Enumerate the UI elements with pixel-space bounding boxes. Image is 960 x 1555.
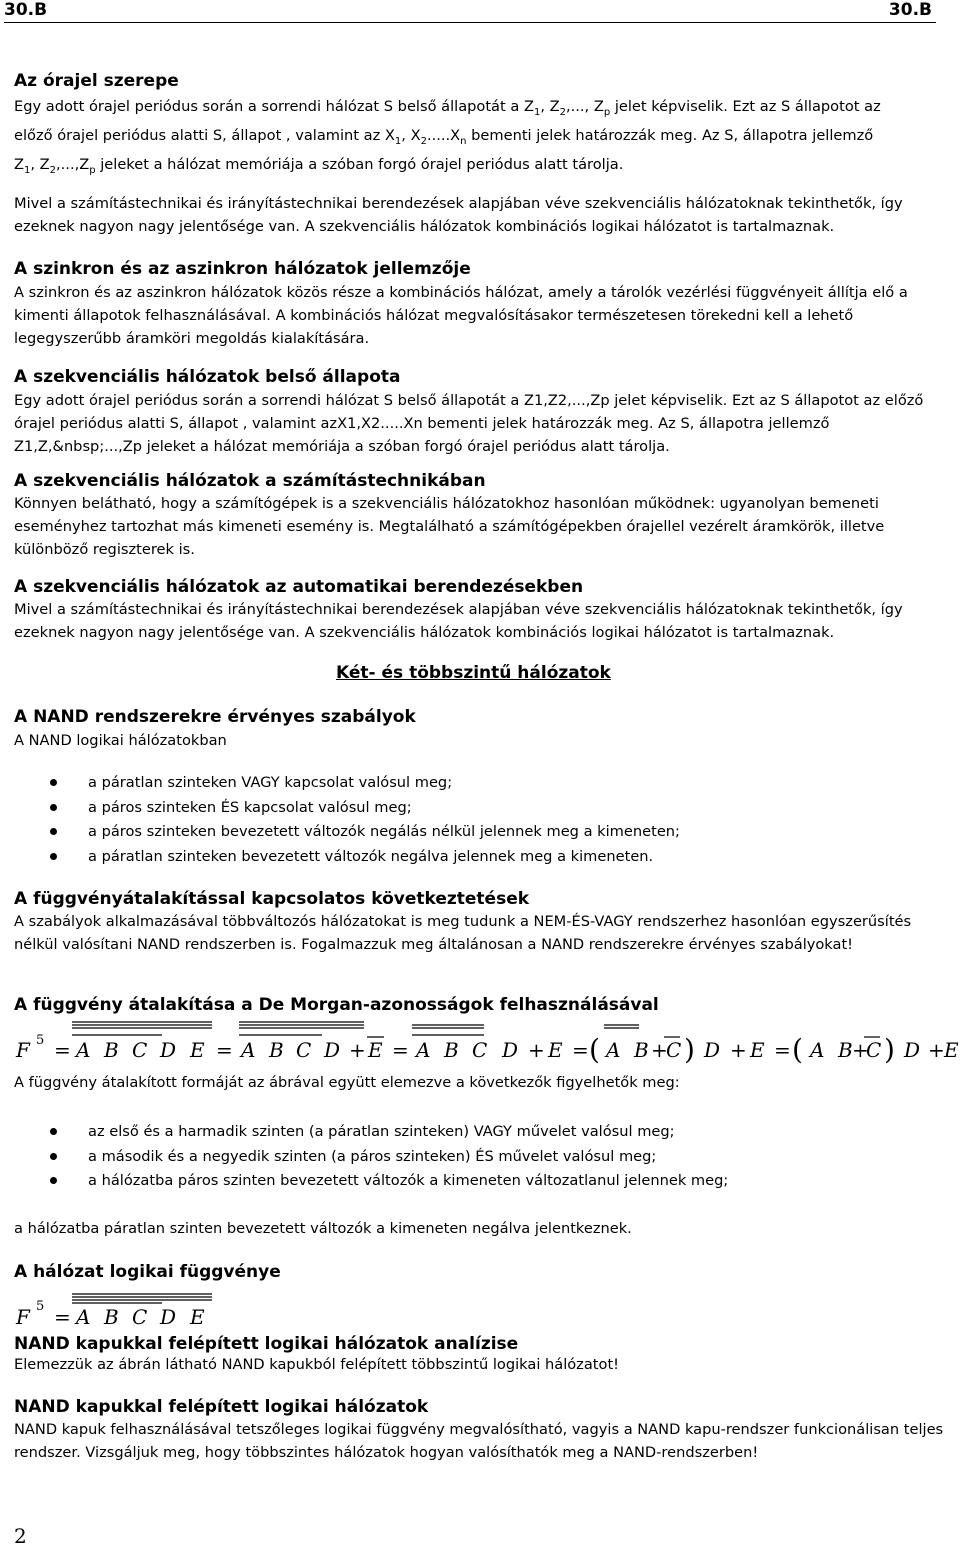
svg-text:C: C [472,1038,488,1062]
svg-text:C: C [296,1038,312,1062]
svg-text:D: D [502,1038,519,1062]
logikai-formula [14,1288,274,1328]
svg-text:E: E [368,1038,383,1062]
svg-text:A: A [416,1038,431,1062]
svg-text:(: ( [589,1033,600,1066]
svg-text:+: + [349,1038,366,1062]
svg-text:+: + [852,1038,869,1062]
svg-text:D: D [904,1038,921,1062]
svg-text:E: E [944,1038,959,1062]
paragraph-nand-szabalyok: A NAND logikai hálózatokban [14,732,227,749]
page-header [0,0,960,22]
svg-text:B: B [269,1038,284,1062]
paragraph-orajel-1: Egy adott órajel periódus során a sorrendi hálózat S belső állapotát a $Z_1$, $Z_2$,..., $Z_p$ jelet képviselik. Ezt az S állapotot az előző órajel periódus alatti S, állapot , valamint az $X_1$, $X_2.....X_n$ bementi jelek határozzák meg. Az S, állapotra jellemző $Z_1$, $Z_2,...,Z_p$ jeleket a hálózat memóriája a szóban forgó órajel periódus alatt tárolja. [14,98,881,176]
heading-szamitastechnika: A szekvenciális hálózatok a számítástechnikában [14,471,486,491]
list-nand-szabalyok [14,771,944,869]
svg-text:C: C [866,1038,882,1062]
paragraph-automatikai: Mivel a számítástechnikai és irányítástechnikai berendezések alapjában véve szekvenciális hálózatoknak tekinthetők, így ezeknek nagyon nagy jelentősége van. A szekvenciális hálózatok kombinációs logikai hálózatot is tartalmaznak. [14,601,903,641]
formula-eq: = [54,1038,71,1062]
header-right: 30.B [888,0,932,20]
svg-text:+: + [651,1038,668,1062]
svg-text:E: E [190,1038,205,1062]
paragraph-szinkron: A szinkron és az aszinkron hálózatok közös része a kombinációs hálózat, amely a tárolók vezérlési függvényeit állítja elő a kimenti állapotok felhasználásával. A kombinációs hálózat megvalósításakor természetesen törekedni kell a lehető legegyszerűbb áramköri megoldás kialakítására. [14,284,908,347]
paragraph-belso-allapot: Egy adott órajel periódus során a sorrendi hálózat S belső állapotát a Z1,Z2,...,Zp jelet képviselik. Ezt az S állapotot az előző órajel periódus alatti S, állapot , valamint azX1,X2.....Xn bementi jelek határozzák meg. Az S, állapotra jellemző Z1,Z,&nbsp;...,Zp jeleket a hálózat memóriája a szóban forgó órajel periódus alatt tárolja. [14,392,924,455]
svg-text:A: A [76,1038,91,1062]
svg-text:B: B [838,1038,853,1062]
bullet-icon [50,853,57,860]
list-item: az első és a harmadik szinten (a páratlan szinteken) VAGY művelet valósul meg; [14,1120,944,1145]
svg-text:D: D [324,1038,341,1062]
svg-text:F: F [16,1305,30,1328]
svg-text:D: D [160,1038,177,1062]
bullet-icon [50,1153,57,1160]
paragraph-szamitastechnika: Könnyen belátható, hogy a számítógépek is a szekvenciális hálózatokhoz hasonlóan működnek: ugyanolyan bemeneti eseményhez tartozhat más kimeneti esemény is. Megtalálható a számítógépekben órajellel vezérelt áramkörök, illetve különböző regiszterek is. [14,495,885,558]
svg-text:A: A [810,1038,825,1062]
formula-exp: 5 [36,1033,45,1048]
svg-text:(: ( [792,1033,803,1066]
heading-orajel: Az órajel szerepe [14,71,179,91]
svg-text:B: B [104,1038,119,1062]
heading-felepitett: NAND kapukkal felépített logikai hálózatok [14,1397,429,1417]
paragraph-demorgan-2: a hálózatba páratlan szinten bevezetett változók a kimeneten negálva jelentkeznek. [14,1220,632,1237]
paragraph-demorgan: A függvény átalakított formáját az ábrával együtt elemezve a következők figyelhetők meg: [14,1074,680,1091]
bullet-icon [50,1128,57,1135]
svg-text:D: D [704,1038,721,1062]
svg-text:E: E [548,1038,563,1062]
svg-text:+: + [730,1038,747,1062]
svg-text:A: A [606,1038,621,1062]
page-number: 2 [14,1524,27,1548]
paragraph-fuggvenyatalakitas: A szabályok alkalmazásával többváltozós hálózatokat is meg tudunk a NEM-ÉS-VAGY rendszerhez hasonlóan egyszerűsítés nélkül valósítani NAND rendszerben is. Fogalmazzuk meg általánosan a NAND rendszerekre érvényes szabályokat! [14,913,912,953]
svg-text:A: A [241,1038,256,1062]
svg-text:B: B [104,1305,119,1328]
bullet-icon [50,828,57,835]
formula-f: F [16,1038,30,1062]
list-item: a páros szinteken ÉS kapcsolat valósul meg; [14,796,944,821]
paragraph-orajel-2: Mivel a számítástechnikai és irányítástechnikai berendezések alapjában véve szekvenciális hálózatoknak tekinthetők, így ezeknek nagyon nagy jelentősége van. A szekvenciális hálózatok kombinációs logikai hálózatot is tartalmaznak. [14,195,903,235]
heading-belso-allapot: A szekvenciális hálózatok belső állapota [14,367,401,387]
svg-text:C: C [132,1038,148,1062]
bullet-icon [50,1177,57,1184]
heading-fuggvenyatalakitas: A függvényátalakítással kapcsolatos következtetések [14,889,530,909]
heading-logikai-fuggveny: A hálózat logikai függvénye [14,1262,281,1282]
paragraph-felepitett: NAND kapuk felhasználásával tetszőleges logikai függvény megvalósítható, vagyis a NAND kapu-rendszer funkcionálisan teljes rendszer. Vizsgáljuk meg, hogy többszintes hálózatok hogyan valósíthatók meg a NAND-rendszerben! [14,1421,944,1461]
svg-text:=: = [572,1038,589,1062]
header-left: 30.B [4,0,48,20]
svg-text:C: C [666,1038,682,1062]
svg-text:=: = [392,1038,409,1062]
heading-nand-szabalyok: A NAND rendszerekre érvényes szabályok [14,707,416,727]
svg-text:=: = [54,1305,71,1328]
list-item: a páratlan szinteken VAGY kapcsolat valósul meg; [14,771,944,796]
svg-text:B: B [444,1038,459,1062]
list-item: a második és a negyedik szinten (a páros szinteken) ÉS művelet valósul meg; [14,1145,944,1170]
bullet-icon [50,779,57,786]
svg-text:=: = [216,1038,233,1062]
svg-text:C: C [132,1305,148,1328]
heading-demorgan: A függvény átalakítása a De Morgan-azonosságok felhasználásával [14,995,659,1015]
svg-text:E: E [190,1305,205,1328]
header-rule [4,22,936,23]
list-demorgan [14,1120,944,1194]
svg-text:+: + [528,1038,545,1062]
svg-text:): ) [884,1033,895,1066]
svg-text:B: B [634,1038,649,1062]
svg-text:): ) [684,1033,695,1066]
bullet-icon [50,804,57,811]
heading-ketszintu: Két- és többszintű hálózatok [336,663,611,683]
svg-text:E: E [750,1038,765,1062]
svg-text:=: = [774,1038,791,1062]
svg-text:5: 5 [36,1299,45,1314]
heading-automatikai: A szekvenciális hálózatok az automatikai berendezésekben [14,577,584,597]
paragraph-analizis: Elemezzük az ábrán látható NAND kapukból felépített többszintű logikai hálózatot! [14,1356,620,1373]
heading-szinkron: A szinkron és az aszinkron hálózatok jellemzője [14,259,471,279]
heading-analizis: NAND kapukkal felépített logikai hálózatok analízise [14,1334,519,1354]
demorgan-formula [14,1014,959,1066]
list-item: a páros szinteken bevezetett változók negálás nélkül jelennek meg a kimeneten; [14,820,944,845]
list-item: a páratlan szinteken bevezetett változók negálva jelennek meg a kimeneten. [14,845,944,870]
svg-text:D: D [160,1305,177,1328]
svg-text:A: A [76,1305,91,1328]
list-item: a hálózatba páros szinten bevezetett változók a kimeneten változatlanul jelennek meg; [14,1169,944,1194]
svg-text:+: + [928,1038,945,1062]
